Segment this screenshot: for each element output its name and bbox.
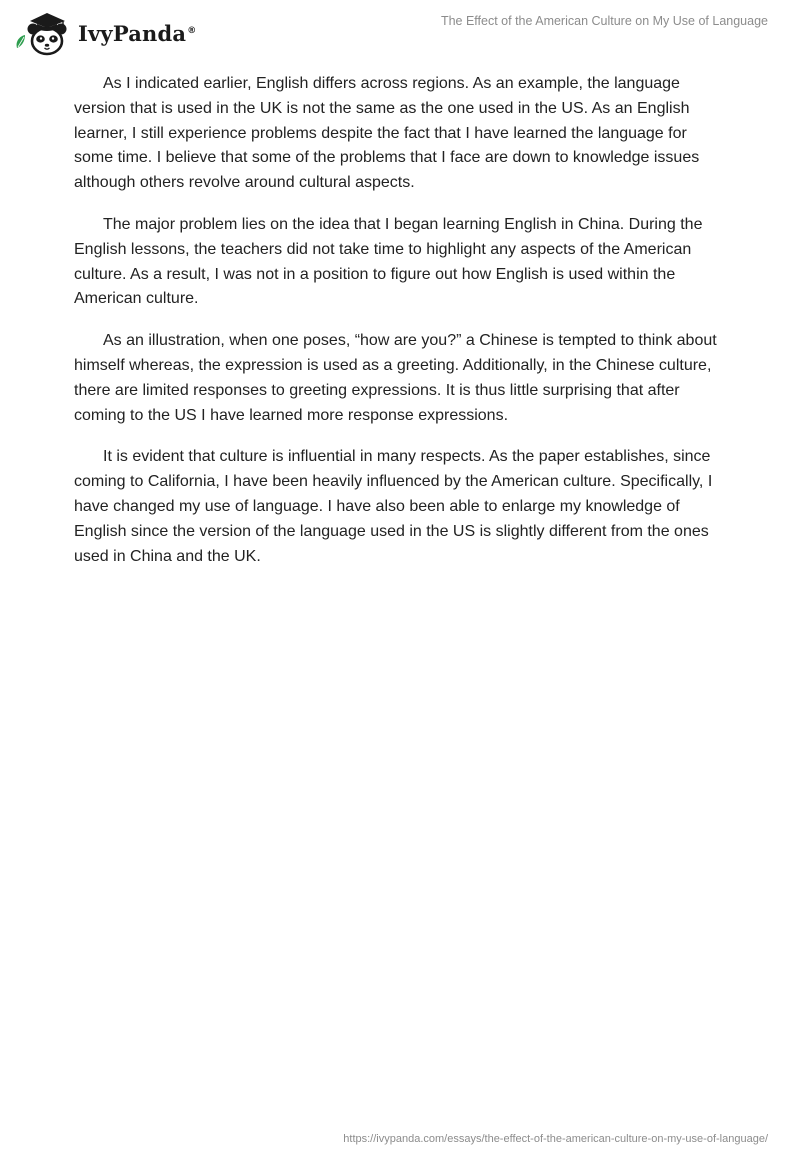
page-header [0, 0, 800, 60]
ivypanda-logo[interactable] [14, 8, 196, 56]
brand-name: IvyPanda® [78, 20, 197, 46]
source-url[interactable]: https://ivypanda.com/essays/the-effect-of-the-american-culture-on-my-use-of-language/ [343, 1133, 768, 1145]
document-title: The Effect of the American Culture on My Use of Language [440, 14, 768, 28]
registered-mark: ® [187, 25, 197, 36]
paragraph: As an illustration, when one poses, “how are you?” a Chinese is tempted to think about himself whereas, the expression is used as a greeting. Additionally, in the Chinese culture, there are limited responses to greeting expressions. It is thus little surprising that after coming to the US I have learned more response expressions. [74, 332, 717, 424]
panda-graduation-cap-icon [14, 8, 76, 56]
essay-body [74, 72, 724, 586]
paragraph: As I indicated earlier, English differs across regions. As an example, the language version that is used in the UK is not the same as the one used in the US. As an English learner, I still experience problems despite the fact that I have learned the language for some time. I believe that some of the problems that I face are down to knowledge issues although others revolve around cultural aspects. [74, 75, 700, 192]
paragraph: It is evident that culture is influential in many respects. As the paper establishes, since coming to California, I have been heavily influenced by the American culture. Specifically, I have changed my use of language. I have also been able to enlarge my knowledge of English since the version of the language used in the US is slightly different from the ones used in China and the UK. [74, 448, 713, 565]
paragraph: The major problem lies on the idea that I began learning English in China. During the English lessons, the teachers did not take time to highlight any aspects of the American culture. As a result, I was not in a position to figure out how English is used within the American culture. [74, 215, 703, 308]
